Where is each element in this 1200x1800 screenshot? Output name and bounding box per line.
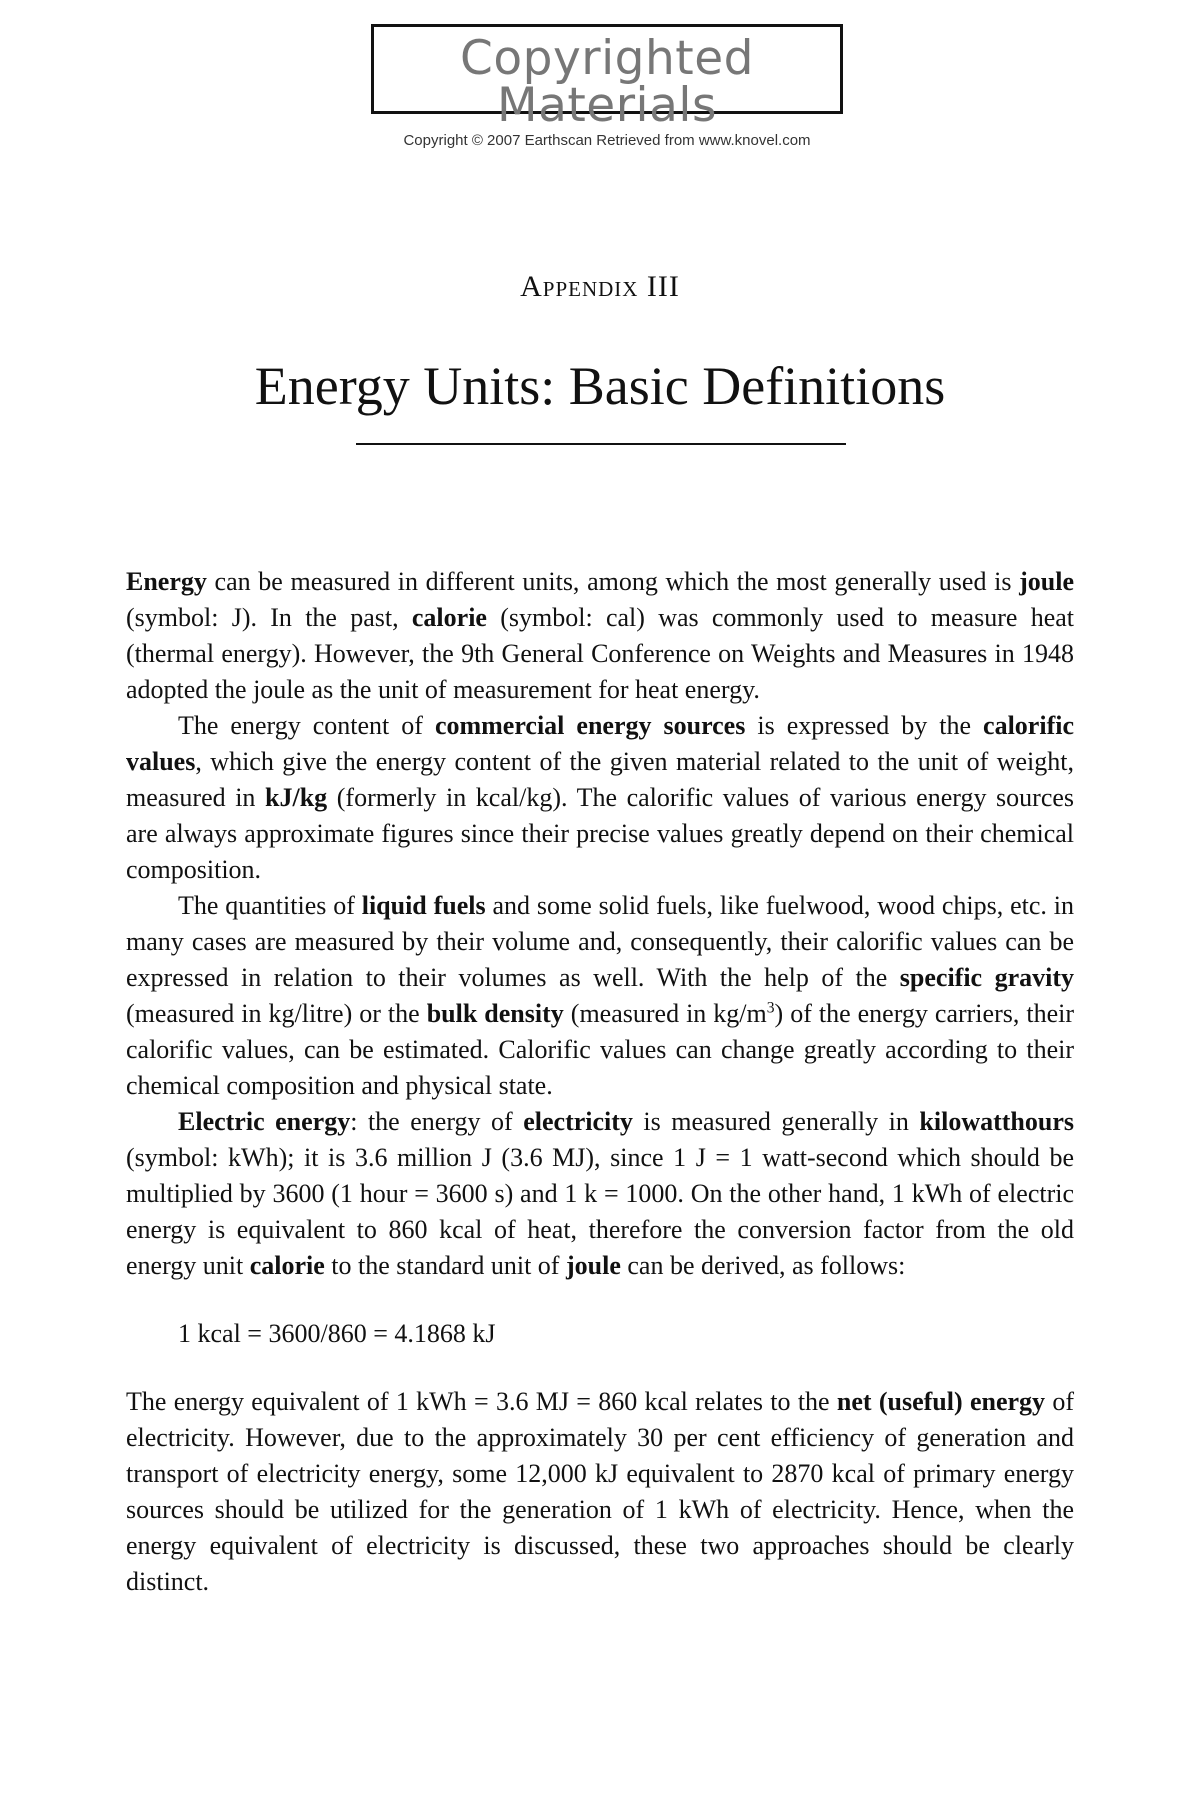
term-kilowatt-hours: kilowatthours	[919, 1107, 1074, 1136]
text-span: (measured in kg/litre) or the	[126, 999, 427, 1028]
text-span: of electricity. However, due to the approximately 30 per cent efficiency of generation and transport of electricity energy, some 12,000 kJ equivalent to 2870 kcal of primary energy sources should be utilized for the generation of 1 kWh of electricity. Hence, when the energy equivalent of electricity is discussed, these two approaches should be clearly distinct.	[126, 1387, 1074, 1596]
paragraph-calorific	[126, 708, 1074, 888]
conversion-formula: 1 kcal = 3600/860 = 4.1868 kJ	[178, 1319, 496, 1348]
term-liquid-fuels: liquid fuels	[361, 891, 486, 920]
appendix-label: Appendix III	[520, 270, 680, 303]
paragraph-energy	[126, 564, 1074, 708]
term-commercial-energy-sources: commercial energy sources	[434, 711, 746, 740]
text-span: can be derived, as follows:	[620, 1251, 906, 1280]
text-span: is measured generally in	[632, 1107, 920, 1136]
text-span: and some solid fuels, like fuelwood, wood chips, etc. in many cases are measured by their volume and, consequently, their calorific values can be expressed in relation to their volumes as well. With the help of the	[126, 891, 1074, 992]
paragraph-net-energy	[126, 1384, 1074, 1600]
text-span: (measured in kg/m	[563, 999, 767, 1028]
body-text	[126, 564, 1074, 1600]
term-bulk-density: bulk density	[426, 999, 564, 1028]
text-span: (symbol: kWh); it is 3.6 million J (3.6 MJ), since 1 J = 1 watt-second which should be multiplied by 3600 (1 hour = 3600 s) and 1 k = 1000. On the other hand, 1 kWh of electric energy is equivalent to 860 kcal of heat, therefore the conversion factor from the old energy unit	[126, 1143, 1074, 1280]
text-span: : the energy of	[350, 1107, 524, 1136]
chapter-title: Energy Units: Basic Definitions	[254, 356, 946, 416]
text-span: (formerly in kcal/kg). The calorific values of various energy sources are always approximate figures since their precise values greatly depend on their chemical composition.	[126, 783, 1075, 884]
paragraph-electric-energy	[126, 1104, 1074, 1284]
term-calorie: calorie	[249, 1251, 325, 1280]
term-net-useful-energy: net (useful) energy	[836, 1387, 1046, 1416]
text-span: can be measured in different units, among which the most generally used is	[206, 567, 1020, 596]
term-calorific-values: calorific values	[126, 711, 1074, 776]
copyright-banner	[371, 24, 843, 149]
paragraph-liquid-fuels	[126, 888, 1074, 1104]
term-electricity: electricity	[523, 1107, 633, 1136]
text-span: (symbol: cal) was commonly used to measure heat (thermal energy). However, the 9th General Conference on Weights and Measures in 1948 adopted the joule as the unit of measurement for heat energy.	[126, 603, 1074, 704]
banner-title: Copyrighted Materials	[460, 31, 754, 133]
term-kj-per-kg: kJ/kg	[265, 783, 328, 812]
text-span: to the standard unit of	[324, 1251, 566, 1280]
term-energy: Energy	[126, 567, 207, 596]
text-span: The energy equivalent of 1 kWh = 3.6 MJ = 860 kcal relates to the	[126, 1387, 837, 1416]
term-specific-gravity: specific gravity	[899, 963, 1074, 992]
banner-subtitle: Copyright © 2007 Earthscan Retrieved from www.knovel.com	[403, 132, 811, 149]
text-span: ) of the energy carriers, their calorific values, can be estimated. Calorific values can change greatly according to their chemical composition and physical state.	[126, 999, 1074, 1100]
text-span: The quantities of	[178, 891, 362, 920]
term-electric-energy: Electric energy	[178, 1107, 351, 1136]
title-divider	[356, 443, 846, 445]
text-span: , which give the energy content of the given material related to the unit of weight, measured in	[126, 747, 1074, 812]
term-calorie: calorie	[411, 603, 487, 632]
text-span: (symbol: J). In the past,	[126, 603, 412, 632]
superscript-3: 3	[766, 999, 775, 1017]
text-span: is expressed by the	[745, 711, 984, 740]
text-span: The energy content of	[178, 711, 435, 740]
term-joule: joule	[1019, 567, 1074, 596]
term-joule: joule	[565, 1251, 621, 1280]
